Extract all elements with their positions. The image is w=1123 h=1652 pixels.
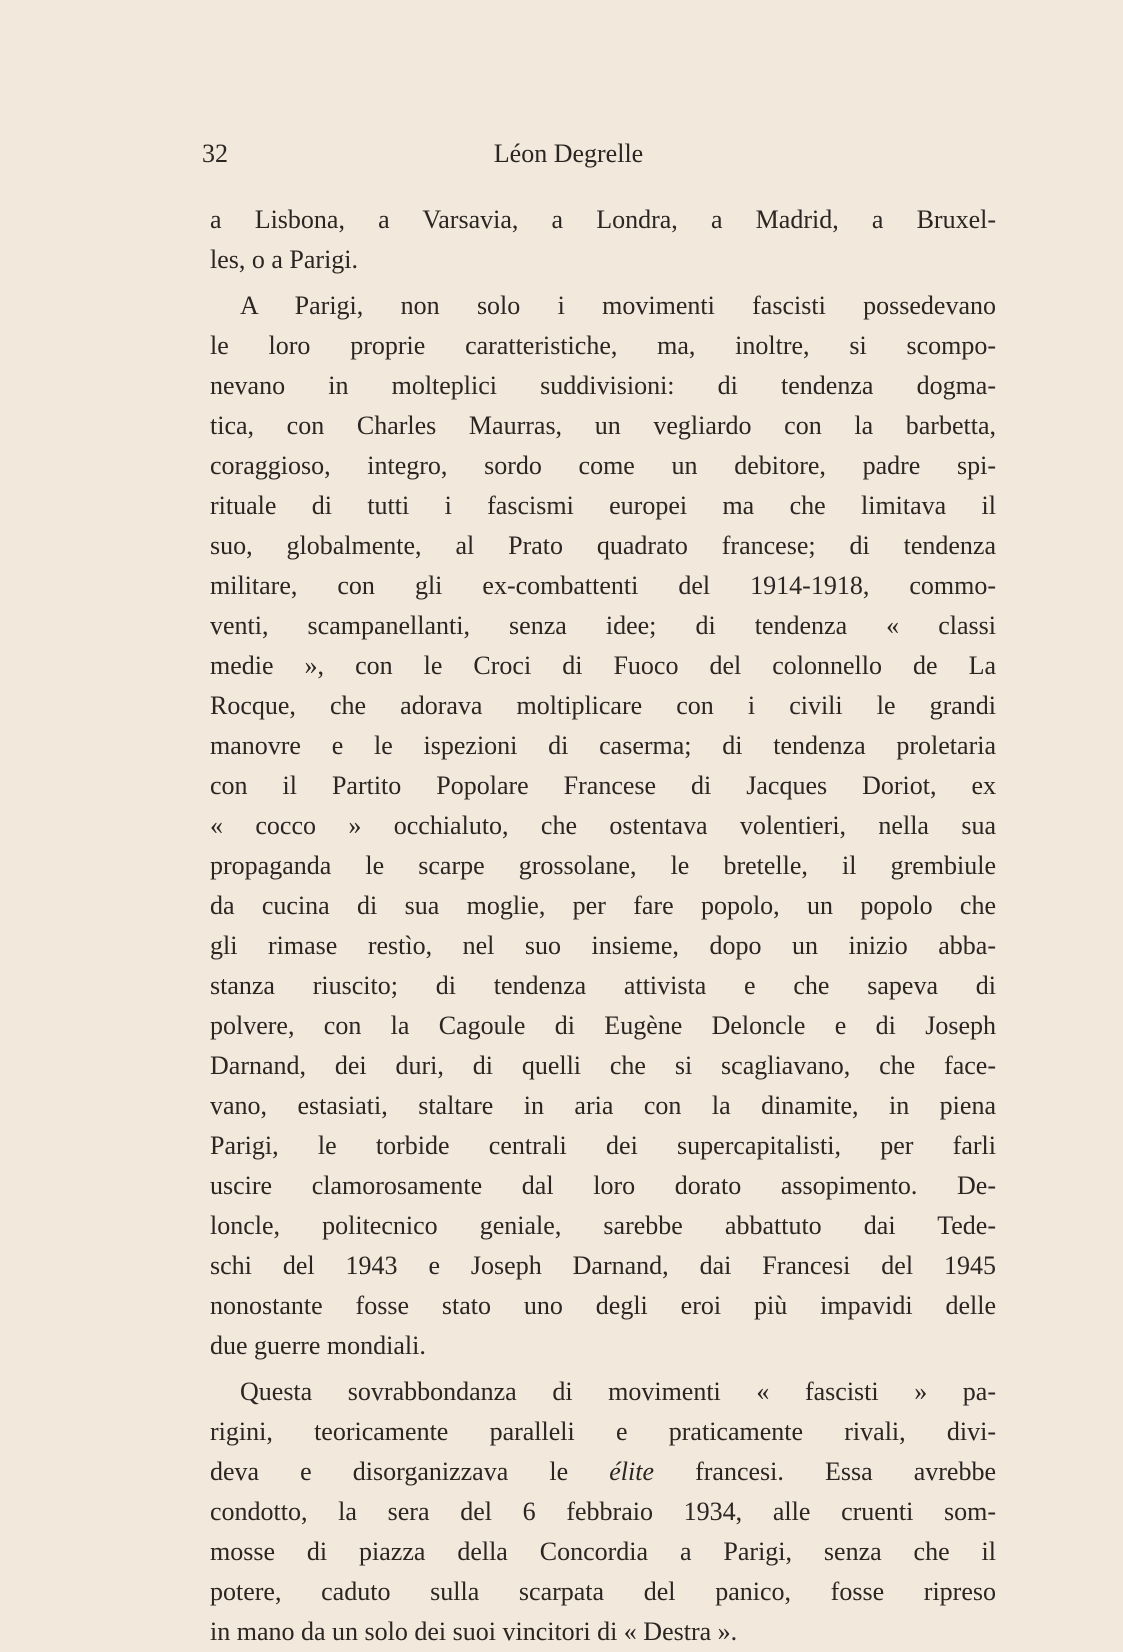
text-line: schi del 1943 e Joseph Darnand, dai Francesi del 1945 — [210, 1251, 996, 1280]
running-head — [0, 134, 1123, 174]
text-line: nevano in molteplici suddivisioni: di tendenza dogma- — [210, 371, 996, 400]
page-number: 32 — [202, 139, 228, 168]
text-line: con il Partito Popolare Francese di Jacques Doriot, ex — [210, 771, 996, 800]
text-line: suo, globalmente, al Prato quadrato francese; di tendenza — [210, 531, 996, 560]
text-line: Questa sovrabbondanza di movimenti « fascisti » pa- — [240, 1377, 996, 1406]
body-text — [210, 200, 996, 1652]
text-line: da cucina di sua moglie, per fare popolo, un popolo che — [210, 891, 996, 920]
text-line: propaganda le scarpe grossolane, le bretelle, il grembiule — [210, 851, 996, 880]
text-line: A Parigi, non solo i movimenti fascisti possedevano — [240, 291, 996, 320]
text-line: tica, con Charles Maurras, un vegliardo con la barbetta, — [210, 411, 996, 440]
text-line: « cocco » occhialuto, che ostentava volentieri, nella sua — [210, 811, 996, 840]
text-line: manovre e le ispezioni di caserma; di tendenza proletaria — [210, 731, 996, 760]
text-line: potere, caduto sulla scarpata del panico, fosse ripreso — [210, 1577, 996, 1606]
text-line: Darnand, dei duri, di quelli che si scagliavano, che face- — [210, 1051, 996, 1080]
text-line: a Lisbona, a Varsavia, a Londra, a Madrid, a Bruxel- — [210, 205, 996, 234]
text-line: coraggioso, integro, sordo come un debitore, padre spi- — [210, 451, 996, 480]
text-line: Rocque, che adorava moltiplicare con i civili le grandi — [210, 691, 996, 720]
text-line: le loro proprie caratteristiche, ma, inoltre, si scompo- — [210, 331, 996, 360]
text-line: in mano da un solo dei suoi vincitori di « Destra ». — [210, 1617, 738, 1646]
text-line: rigini, teoricamente paralleli e praticamente rivali, divi- — [210, 1417, 996, 1446]
text-line: polvere, con la Cagoule di Eugène Deloncle e di Joseph — [210, 1011, 996, 1040]
text-line: stanza riuscito; di tendenza attivista e che sapeva di — [210, 971, 996, 1000]
text-line: medie », con le Croci di Fuoco del colonnello de La — [210, 651, 996, 680]
text-line: due guerre mondiali. — [210, 1331, 426, 1360]
text-line: nonostante fosse stato uno degli eroi più impavidi delle — [210, 1291, 996, 1320]
paragraph — [210, 286, 996, 1366]
text-line: les, o a Parigi. — [210, 245, 359, 274]
text-line: mosse di piazza della Concordia a Parigi, senza che il — [210, 1537, 996, 1566]
text-line: Parigi, le torbide centrali dei supercapitalisti, per farli — [210, 1131, 996, 1160]
paragraph — [210, 1372, 996, 1652]
text-line: rituale di tutti i fascismi europei ma che limitava il — [210, 491, 996, 520]
text-line: vano, estasiati, staltare in aria con la dinamite, in piena — [210, 1091, 996, 1120]
text-line: venti, scampanellanti, senza idee; di tendenza « classi — [210, 611, 996, 640]
text-line: militare, con gli ex-combattenti del 1914-1918, commo- — [210, 571, 996, 600]
text-line: condotto, la sera del 6 febbraio 1934, alle cruenti som- — [210, 1497, 996, 1526]
running-title: Léon Degrelle — [493, 139, 644, 168]
text-line: uscire clamorosamente dal loro dorato assopimento. De- — [210, 1171, 996, 1200]
text-line: loncle, politecnico geniale, sarebbe abbattuto dai Tede- — [210, 1211, 996, 1240]
text-line: deva e disorganizzava le élite francesi. Essa avrebbe — [210, 1457, 996, 1486]
paragraph — [210, 200, 996, 280]
text-line: gli rimase restìo, nel suo insieme, dopo un inizio abba- — [210, 931, 996, 960]
